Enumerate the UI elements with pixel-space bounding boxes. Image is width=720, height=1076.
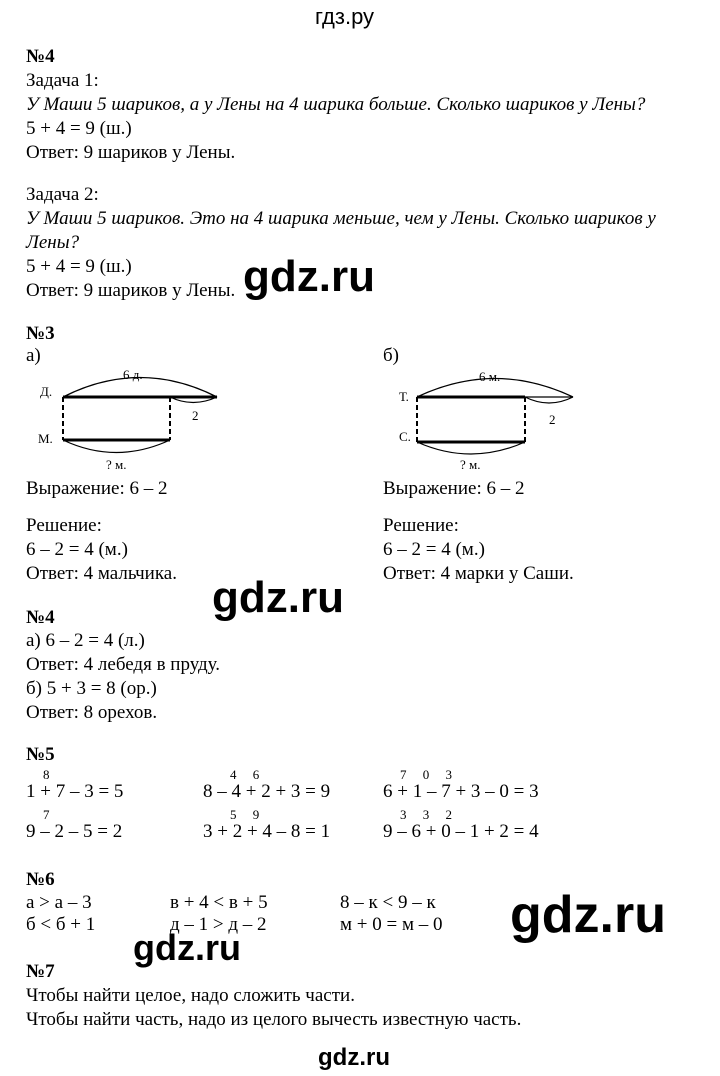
part-a-solution: 6 – 2 = 4 (м.) (26, 539, 128, 560)
comparison: 8 – к < 9 – к (340, 892, 436, 913)
section-heading-7: №7 (26, 961, 55, 982)
task1-title: Задача 1: (26, 70, 99, 91)
diagram-a-top-name: Д. (40, 384, 53, 399)
site-header: гдз.ру (315, 4, 375, 29)
task2-text-line1: У Маши 5 шариков. Это на 4 шарика меньше, чем у Лены. Сколько шариков у (26, 208, 656, 229)
diagram-b-bottom-arc (417, 442, 525, 454)
section-heading-4b: №4 (26, 607, 55, 628)
section-heading-3: №3 (26, 323, 55, 344)
comparison: б < б + 1 (26, 914, 96, 935)
task1-text: У Маши 5 шариков, а у Лены на 4 шарика больше. Сколько шариков у Лены? (26, 94, 646, 115)
section-heading-4: №4 (26, 46, 55, 67)
part-b-expression: Выражение: 6 – 2 (383, 478, 525, 499)
expression: 8 – 4 + 2 + 3 = 9 (203, 781, 331, 802)
rule-line1: Чтобы найти целое, надо сложить части. (26, 985, 355, 1006)
diagram-a-diff-value: 2 (192, 408, 199, 423)
section3-line2: Ответ: 4 лебедя в пруду. (26, 654, 221, 675)
part-b-solution: 6 – 2 = 4 (м.) (383, 539, 485, 560)
section3-line1: а) 6 – 2 = 4 (л.) (26, 630, 145, 651)
expression: 9 – 2 – 5 = 2 (26, 821, 123, 842)
comparison: в + 4 < в + 5 (170, 892, 268, 913)
part-a-answer: Ответ: 4 мальчика. (26, 563, 177, 584)
expr-sup: 5 9 (230, 807, 260, 822)
expr-sup: 7 0 3 (400, 767, 452, 782)
watermark: gdz.ru (243, 252, 375, 301)
expression: 3 + 2 + 4 – 8 = 1 (203, 821, 331, 842)
comparison: м + 0 = м – 0 (340, 914, 443, 935)
comparison: а > а – 3 (26, 892, 92, 913)
watermark: gdz.ru (510, 886, 666, 944)
expr-sup: 7 (43, 807, 50, 822)
diagram-b-top-value: 6 м. (479, 369, 501, 384)
task1-solution: 5 + 4 = 9 (ш.) (26, 118, 132, 139)
rule-line2: Чтобы найти часть, надо из целого вычесть известную часть. (26, 1009, 522, 1030)
section3-line4: Ответ: 8 орехов. (26, 702, 158, 723)
watermark: gdz.ru (133, 927, 241, 968)
part-b-label: б) (383, 345, 399, 366)
expression: 1 + 7 – 3 = 5 (26, 781, 124, 802)
section-heading-6: №6 (26, 869, 55, 890)
expression: 9 – 6 + 0 – 1 + 2 = 4 (383, 821, 539, 842)
watermark: gdz.ru (318, 1044, 390, 1071)
part-b-answer: Ответ: 4 марки у Саши. (383, 563, 574, 584)
diagram-b-unknown: ? м. (460, 457, 481, 472)
part-a-label: а) (26, 345, 41, 366)
diagram-b-diff-arc (525, 397, 573, 403)
part-b-solution-title: Решение: (383, 515, 459, 536)
diagram-b-diff-value: 2 (549, 412, 556, 427)
section-heading-5: №5 (26, 744, 55, 765)
expression: 6 + 1 – 7 + 3 – 0 = 3 (383, 781, 539, 802)
task1-answer: Ответ: 9 шариков у Лены. (26, 142, 236, 163)
diagram-b-bottom-name: С. (399, 429, 411, 444)
diagram-b (0, 0, 720, 480)
expr-sup: 4 6 (230, 767, 260, 782)
part-a-expression: Выражение: 6 – 2 (26, 478, 168, 499)
watermark: gdz.ru (212, 573, 344, 622)
task2-text-line2: Лены? (26, 232, 80, 253)
diagram-b-top-name: Т. (399, 389, 409, 404)
comparison: д – 1 > д – 2 (170, 914, 267, 935)
expr-sup: 8 (43, 767, 50, 782)
task2-title: Задача 2: (26, 184, 99, 205)
diagram-a-unknown: ? м. (106, 457, 127, 472)
task2-answer: Ответ: 9 шариков у Лены. (26, 280, 236, 301)
expr-sup: 3 3 2 (400, 807, 452, 822)
diagram-a-bottom-name: М. (38, 431, 53, 446)
task2-solution: 5 + 4 = 9 (ш.) (26, 256, 132, 277)
diagram-a-top-value: 6 д. (123, 367, 143, 382)
part-a-solution-title: Решение: (26, 515, 102, 536)
section3-line3: б) 5 + 3 = 8 (ор.) (26, 678, 157, 699)
